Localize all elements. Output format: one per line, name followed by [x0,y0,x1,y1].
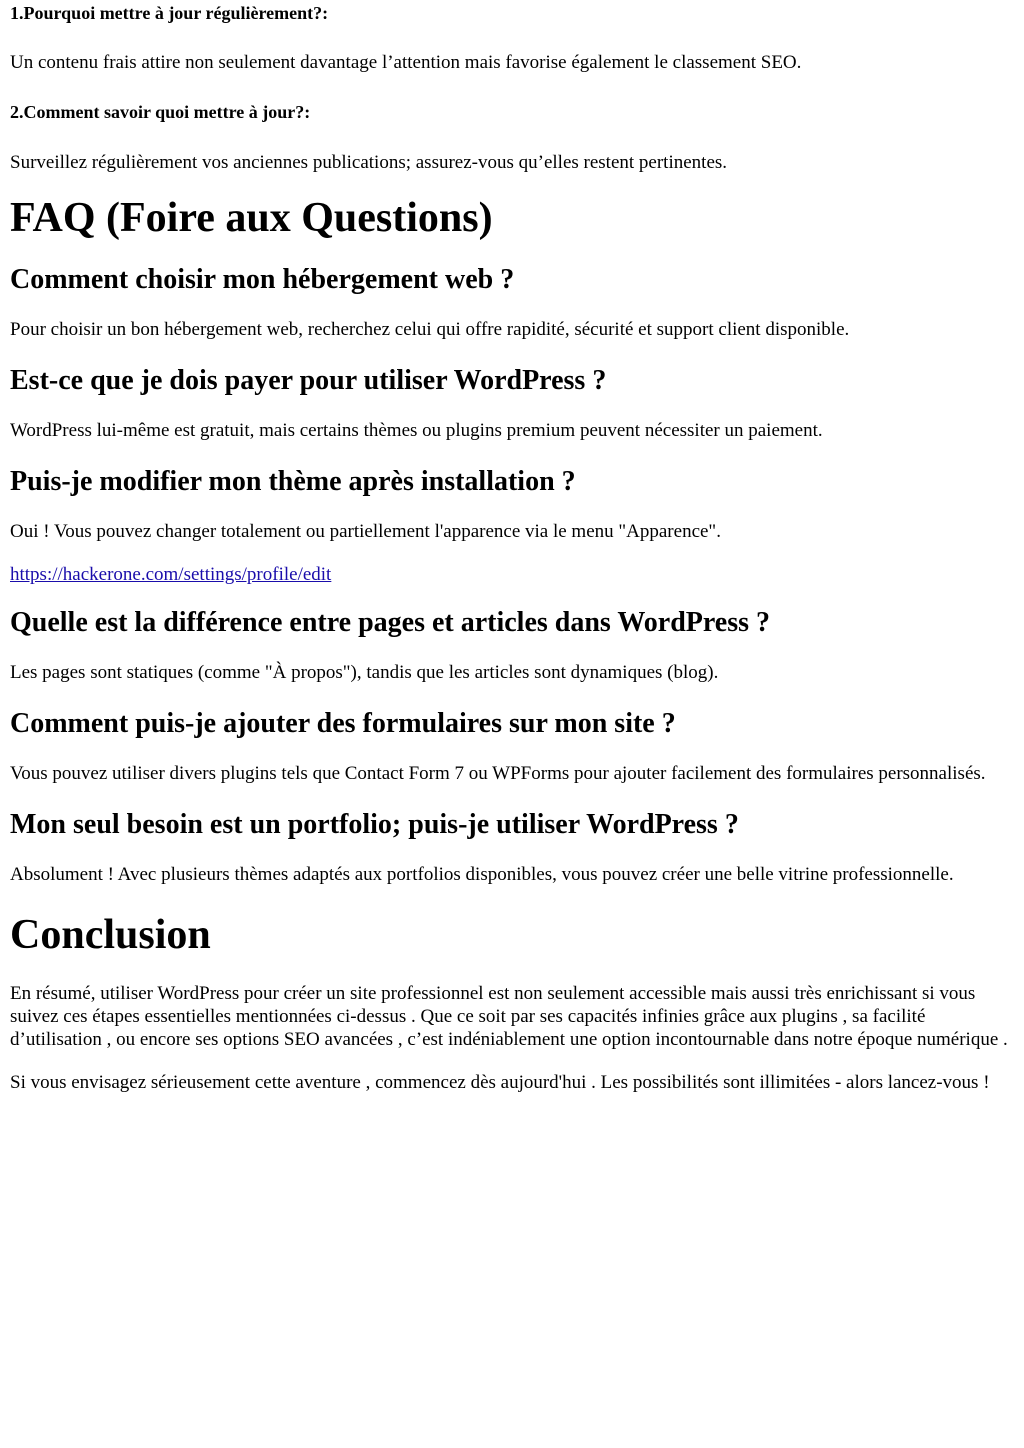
faq-question-4: Quelle est la différence entre pages et articles dans WordPress ? [10,607,771,638]
faq-answer-4: Les pages sont statiques (comme "À propos"), tandis que les articles sont dynamiques (blog). [10,662,719,683]
faq-answer-6: Absolument ! Avec plusieurs thèmes adaptés aux portfolios disponibles, vous pouvez créer une belle vitrine professionnelle. [10,864,954,885]
subanswer-2: Surveillez régulièrement vos anciennes publications; assurez-vous qu’elles restent pertinentes. [10,152,728,173]
subquestion-1: 1.Pourquoi mettre à jour régulièrement?: [10,3,329,23]
faq-question-1: Comment choisir mon hébergement web ? [10,264,515,295]
faq-answer-3: Oui ! Vous pouvez changer totalement ou partiellement l'apparence via le menu "Apparence". [10,521,721,542]
faq-question-3: Puis-je modifier mon thème après installation ? [10,466,576,497]
faq-question-2: Est-ce que je dois payer pour utiliser WordPress ? [10,365,607,396]
faq-question-5: Comment puis-je ajouter des formulaires sur mon site ? [10,708,676,739]
conclusion-paragraph-2: Si vous envisagez sérieusement cette aventure , commencez dès aujourd'hui . Les possibilités sont illimitées - alors lancez-vous ! [10,1072,990,1093]
faq-answer-1: Pour choisir un bon hébergement web, recherchez celui qui offre rapidité, sécurité et support client disponible. [10,319,850,340]
conclusion-paragraph-1: En résumé, utiliser WordPress pour créer un site professionnel est non seulement accessible mais aussi très enrichissant si vous suivez ces étapes essentielles mentionnées ci-dessus . Que ce soit par ses capacités infinies grâce aux plugins , sa facilité d’utilisation , ou encore ses options SEO avancées , c’est indéniablement une option incontournable dans notre époque numérique . [10,983,1008,1050]
conclusion-title: Conclusion [10,912,211,958]
faq-question-6: Mon seul besoin est un portfolio; puis-je utiliser WordPress ? [10,809,739,840]
faq-title: FAQ (Foire aux Questions) [10,195,493,241]
faq-answer-2: WordPress lui-même est gratuit, mais certains thèmes ou plugins premium peuvent nécessiter un paiement. [10,420,823,441]
faq-answer-5: Vous pouvez utiliser divers plugins tels que Contact Form 7 ou WPForms pour ajouter facilement des formulaires personnalisés. [10,763,986,784]
faq-link-paragraph [10,563,1014,586]
subanswer-1: Un contenu frais attire non seulement davantage l’attention mais favorise également le classement SEO. [10,52,802,73]
profile-edit-link[interactable]: https://hackerone.com/settings/profile/edit [10,564,332,585]
document-page [0,2,1024,1094]
subquestion-2: 2.Comment savoir quoi mettre à jour?: [10,102,311,122]
